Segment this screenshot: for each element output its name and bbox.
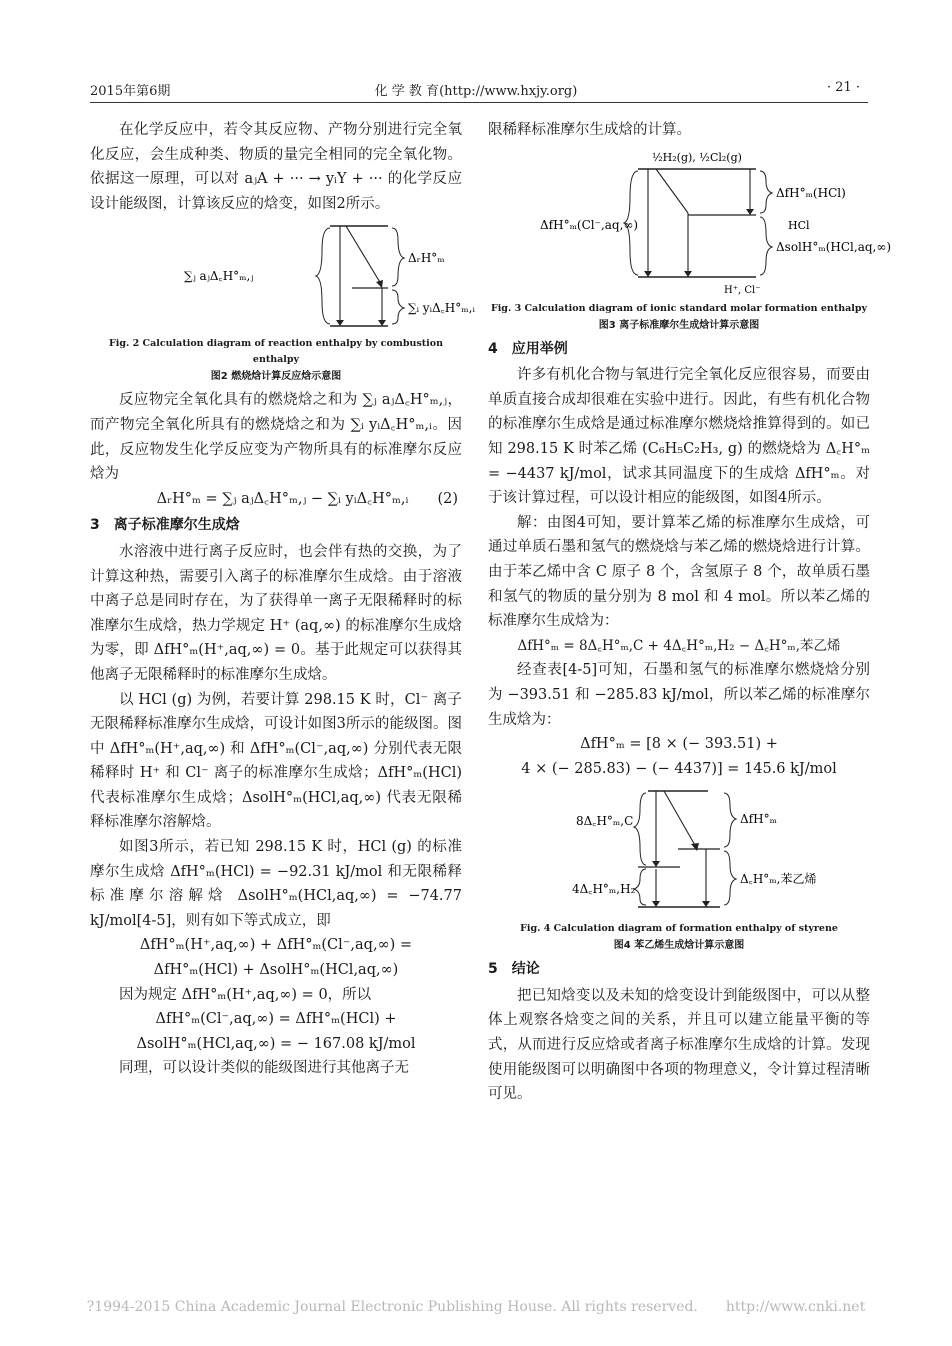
figure-2-caption-en: Fig. 2 Calculation diagram of reaction enthalpy by combustion enthalpy [109,338,443,366]
equation-line: ΔfH°ₘ(H⁺,aq,∞) + ΔfH°ₘ(Cl⁻,aq,∞) = [139,937,413,954]
paragraph: 经查表[4-5]可知，石墨和氢气的标准摩尔燃烧焓分别为 −393.51 和 −285.83 kJ/mol，所以苯乙烯的标准摩尔生成焓为： [488,662,870,728]
figure-2-diagram [90,220,475,332]
paragraph: 因为规定 ΔfH°ₘ(H⁺,aq,∞) = 0，所以 [119,986,372,1003]
figure-3-caption-zh: 图3 离子标准摩尔生成焓计算示意图 [598,319,760,331]
paragraph: 把已知焓变以及未知的焓变设计到能级图中，可以从整体上观察各焓变之间的关系，并且可以建立能量平衡的等式，从而进行反应焓或者离子标准摩尔生成焓的计算。发现使用能级图可以明确图中各项的物理意义，令计算过程清晰可见。 [488,987,870,1103]
paragraph: 限稀释标准摩尔生成焓的计算。 [488,122,691,138]
fig3-right-label-2: ΔsolH°ₘ(HCl,aq,∞) [776,239,892,254]
equation-line: ΔsolH°ₘ(HCl,aq,∞) = − 167.08 kJ/mol [136,1035,416,1052]
journal-header: 化 学 教 育(http://www.hxjy.org) [374,84,578,99]
fig2-right-label-2: ∑ᵢ yᵢΔ꜀H°ₘ,ᵢ [408,301,475,316]
figure-3 [488,147,892,297]
equation-line: ΔfH°ₘ(Cl⁻,aq,∞) = ΔfH°ₘ(HCl) + [155,1011,397,1028]
paragraph: 解：由图4可知，要计算苯乙烯的标准摩尔生成焓，可通过单质石墨和氢气的燃烧焓与苯乙烯的燃烧焓进行计算。由于苯乙烯中含 C 原子 8 个，含氢原子 8 个，故单质石墨和氢气的物质的量分别为 8 mol 和 4 mol。所以苯乙烯的标准摩尔生成焓为： [488,514,870,630]
equation-line: ΔfH°ₘ(HCl) + ΔsolH°ₘ(HCl,aq,∞) [153,962,399,979]
figure-2-caption-zh: 图2 燃烧焓计算反应焓示意图 [210,371,342,383]
section-heading-5: 5 结论 [488,961,540,978]
fig3-mid-label: HCl [788,218,810,232]
paragraph: 同理，可以设计类似的能级图进行其他离子无 [119,1060,409,1077]
fig4-right-label-2: Δ꜀H°ₘ,苯乙烯 [740,872,817,887]
equation-line: ΔfH°ₘ = 8Δ꜀H°ₘ,C + 4Δ꜀H°ₘ,H₂ − Δ꜀H°ₘ,苯乙烯 [517,637,841,654]
figure-4-caption-en: Fig. 4 Calculation diagram of formation enthalpy of styrene [520,923,838,935]
fig3-left-label: ΔfH°ₘ(Cl⁻,aq,∞) [540,217,639,232]
header-rule [90,102,868,103]
figure-4-diagram [488,785,870,917]
figure-2 [90,220,475,332]
fig4-right-label-1: ΔfH°ₘ [740,812,777,827]
paragraph: 如图3所示，若已知 298.15 K 时，HCl (g) 的标准摩尔生成焓 ΔfH°ₘ(HCl) = −92.31 kJ/mol 和无限稀释标准摩尔溶解焓 ΔsolH°ₘ(HCl,aq,∞) = −74.77 kJ/mol[4-5]，则有如下等式成立，即 [90,839,462,929]
fig2-right-label-1: ΔᵣH°ₘ [408,251,445,266]
figure-4-caption-zh: 图4 苯乙烯生成焓计算示意图 [613,940,745,952]
paragraph: 在化学反应中，若令其反应物、产物分别进行完全氧化反应，会生成种类、物质的量完全相同的完全氧化物。依据这一原理，可以对 aⱼA + ··· → yᵢY + ··· 的化学反应设计能级图，计算该反应的焓变，如图2所示。 [90,122,462,212]
right-column [488,118,892,1107]
paragraph: 以 HCl (g) 为例，若要计算 298.15 K 时，Cl⁻ 离子无限稀释标准摩尔生成焓，可设计如图3所示的能级图。图中 ΔfH°ₘ(H⁺,aq,∞) 和 ΔfH°ₘ(Cl⁻,aq,∞) 分别代表无限稀释时 H⁺ 和 Cl⁻ 离子的标准摩尔生成焓；ΔfH°ₘ(HCl) 代表标准摩尔生成焓；ΔsolH°ₘ(HCl,aq,∞) 代表无限稀释标准摩尔溶解焓。 [90,691,462,831]
equation-line: ΔfH°ₘ = [8 × (− 393.51) + [580,736,778,753]
equation-2: ΔᵣH°ₘ = ∑ⱼ aⱼΔ꜀H°ₘ,ⱼ − ∑ᵢ yᵢΔ꜀H°ₘ,ᵢ (2) [156,490,458,507]
figure-3-diagram [488,147,892,297]
fig3-top-label: ½H₂(g), ½Cl₂(g) [652,150,742,164]
section-heading-4: 4 应用举例 [488,340,568,357]
equation-line: 4 × (− 285.83) − (− 4437)] = 145.6 kJ/mol [521,760,837,777]
issue-label: 2015年第6期 [90,84,171,99]
copyright-footer: ?1994-2015 China Academic Journal Electronic Publishing House. All rights reserved. http://www.cnki.net [86,1299,866,1315]
paragraph: 反应物完全氧化具有的燃烧焓之和为 ∑ⱼ aⱼΔ꜀H°ₘ,ⱼ，而产物完全氧化所具有的燃烧焓之和为 ∑ᵢ yᵢΔ꜀H°ₘ,ᵢ。因此，反应物发生化学反应变为产物所具有的标准摩尔反应焓为 [90,392,462,483]
fig3-bottom-label: H⁺, Cl⁻ [724,284,761,296]
fig4-left-label-2: 4Δ꜀H°ₘ,H₂ [572,882,636,897]
fig3-right-label-1: ΔfH°ₘ(HCl) [776,185,846,200]
paragraph: 许多有机化合物与氧进行完全氧化反应很容易，而要由单质直接合成却很难在实验中进行。因此，有些有机化合物的标准摩尔生成焓是通过标准摩尔燃烧焓推算得到的。如已知 298.15 K 时苯乙烯 (C₆H₅C₂H₃, g) 的燃烧焓为 Δ꜀H°ₘ = −4437 kJ/mol，试求其同温度下的生成焓 ΔfH°ₘ。对于该计算过程，可以设计相应的能级图，如图4所示。 [488,367,870,507]
fig4-left-label-1: 8Δ꜀H°ₘ,C [576,814,634,829]
figure-3-caption-en: Fig. 3 Calculation diagram of ionic standard molar formation enthalpy [490,302,868,314]
figure-4 [488,785,870,917]
left-column [90,118,475,1081]
fig2-left-label: ∑ⱼ aⱼΔ꜀H°ₘ,ⱼ [184,269,254,284]
page-number: · 21 · [826,80,860,95]
paragraph: 水溶液中进行离子反应时，也会伴有热的交换，为了计算这种热，需要引入离子的标准摩尔生成焓。由于溶液中离子总是同时存在，为了获得单一离子无限稀释时的标准摩尔生成焓，热力学规定 H⁺ (aq,∞) 的标准摩尔生成焓为零，即 ΔfH°ₘ(H⁺,aq,∞) = 0。基于此规定可以获得其他离子无限稀释时的标准摩尔生成焓。 [90,543,462,683]
section-heading-3: 3 离子标准摩尔生成焓 [90,517,240,534]
